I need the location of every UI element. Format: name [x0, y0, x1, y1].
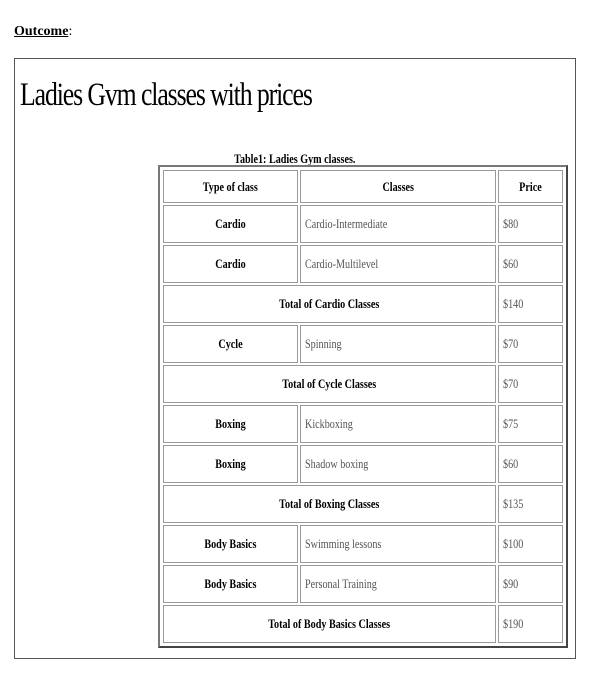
cell-type — [163, 525, 298, 563]
table-row — [163, 245, 563, 283]
cell-total-price — [498, 285, 563, 323]
header-price — [498, 170, 563, 203]
cell-type-text: Boxing — [215, 456, 246, 471]
cell-class — [300, 205, 496, 243]
cell-price-text: $90 — [503, 576, 519, 591]
table-total-row — [163, 285, 563, 323]
cell-total-price-text: $70 — [503, 376, 519, 391]
cell-total-label-text: Total of Cycle Classes — [282, 376, 377, 391]
classes-table-wrapper — [158, 165, 568, 648]
header-classes — [300, 170, 496, 203]
table-row — [163, 325, 563, 363]
cell-total-label — [163, 605, 496, 643]
cell-price — [498, 445, 563, 483]
table-caption-text: Table1: Ladies Gym classes. — [234, 151, 356, 166]
cell-class-text: Cardio-Intermediate — [305, 216, 388, 231]
cell-total-price-text: $135 — [503, 496, 524, 511]
cell-type — [163, 245, 298, 283]
cell-total-label-text: Total of Boxing Classes — [279, 496, 380, 511]
cell-total-price — [498, 365, 563, 403]
header-type-of-class — [163, 170, 298, 203]
cell-class — [300, 445, 496, 483]
cell-price — [498, 325, 563, 363]
cell-class-text: Personal Training — [305, 576, 377, 591]
cell-price-text: $60 — [503, 256, 519, 271]
table-total-row — [163, 485, 563, 523]
cell-class-text: Swimming lessons — [305, 536, 382, 551]
cell-price-text: $60 — [503, 456, 519, 471]
cell-price — [498, 205, 563, 243]
cell-total-label — [163, 365, 496, 403]
table-row — [163, 405, 563, 443]
cell-price — [498, 525, 563, 563]
cell-price-text: $80 — [503, 216, 519, 231]
cell-price-text: $70 — [503, 336, 519, 351]
cell-price — [498, 245, 563, 283]
cell-type — [163, 205, 298, 243]
outcome-label-line — [14, 24, 72, 40]
outcome-label: Outcome — [14, 24, 69, 39]
cell-total-price — [498, 605, 563, 643]
header-classes-text: Classes — [382, 178, 414, 194]
cell-type-text: Body Basics — [204, 536, 257, 551]
cell-type-text: Boxing — [215, 416, 246, 431]
cell-type — [163, 405, 298, 443]
cell-price — [498, 405, 563, 443]
cell-total-label — [163, 485, 496, 523]
cell-total-price-text: $190 — [503, 616, 524, 631]
header-price-text: Price — [519, 178, 542, 194]
outcome-colon: : — [68, 24, 73, 39]
cell-total-label — [163, 285, 496, 323]
header-type-of-class-text: Type of class — [202, 178, 259, 194]
classes-table — [161, 168, 565, 645]
cell-class-text: Spinning — [305, 336, 342, 351]
cell-total-label-text: Total of Body Basics Classes — [268, 616, 391, 631]
cell-type — [163, 565, 298, 603]
cell-type — [163, 325, 298, 363]
cell-type-text: Cycle — [218, 336, 243, 351]
outcome-frame — [14, 58, 576, 659]
cell-price-text: $75 — [503, 416, 519, 431]
cell-class — [300, 405, 496, 443]
table-row — [163, 565, 563, 603]
cell-class — [300, 525, 496, 563]
cell-class — [300, 245, 496, 283]
cell-total-label-text: Total of Cardio Classes — [279, 296, 380, 311]
table-row — [163, 205, 563, 243]
cell-class — [300, 325, 496, 363]
page-title: Ladies Gvm classes with prices — [20, 77, 312, 113]
cell-price-text: $100 — [503, 536, 524, 551]
cell-total-price — [498, 485, 563, 523]
table-total-row — [163, 365, 563, 403]
table-row — [163, 525, 563, 563]
cell-type-text: Cardio — [215, 216, 246, 231]
cell-type-text: Cardio — [215, 256, 246, 271]
cell-total-price-text: $140 — [503, 296, 524, 311]
cell-price — [498, 565, 563, 603]
table-row — [163, 445, 563, 483]
table-header-row — [163, 170, 563, 203]
cell-class-text: Cardio-Multilevel — [305, 256, 379, 271]
table-total-row — [163, 605, 563, 643]
cell-type — [163, 445, 298, 483]
table-body — [163, 205, 563, 643]
cell-class-text: Kickboxing — [305, 416, 353, 431]
cell-class — [300, 565, 496, 603]
cell-class-text: Shadow boxing — [305, 456, 369, 471]
cell-type-text: Body Basics — [204, 576, 257, 591]
